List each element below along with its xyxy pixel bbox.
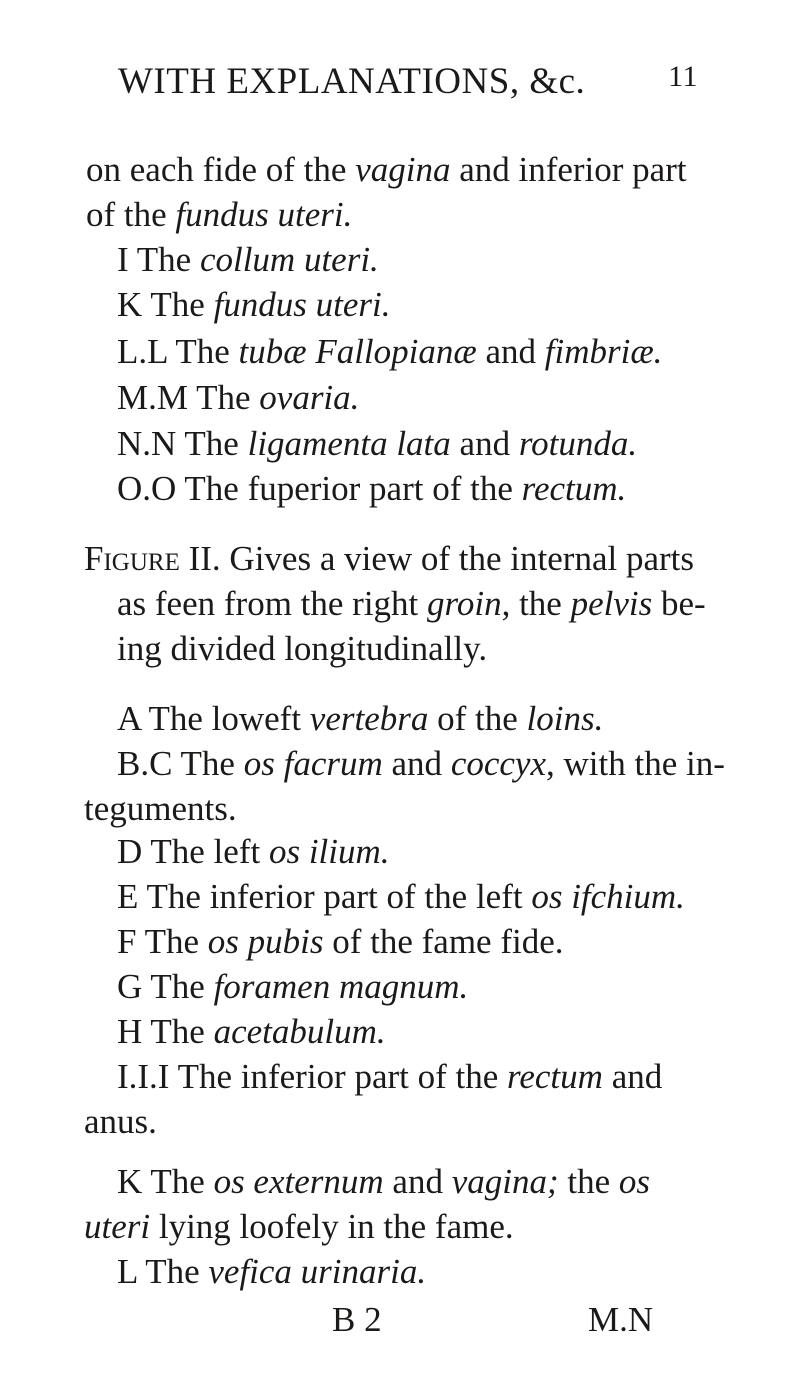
- text-line: [117, 920, 564, 964]
- text-line: [117, 830, 390, 874]
- text-line: [117, 283, 391, 327]
- text-line: [117, 238, 379, 282]
- text-segment: , the: [501, 584, 571, 623]
- text-segment: and: [383, 1162, 452, 1201]
- text-segment: the: [558, 1162, 619, 1201]
- text-segment: G The: [117, 967, 214, 1006]
- text-segment: L The: [117, 1252, 209, 1291]
- text-line: [117, 330, 662, 374]
- italic-term: os ifchium.: [531, 877, 685, 916]
- italic-term: tubæ Fallopianæ: [238, 332, 477, 371]
- page-number: 11: [668, 60, 698, 93]
- text-segment: E The inferior part of the left: [117, 877, 532, 916]
- running-header: [118, 60, 698, 103]
- italic-term: os: [618, 1162, 651, 1201]
- text-line: [117, 965, 468, 1009]
- text-segment: of the fame fide.: [323, 922, 564, 961]
- catchword: M.N: [588, 1300, 654, 1339]
- text-segment: B.C The: [117, 744, 244, 783]
- text-segment: L.L The: [117, 332, 239, 371]
- text-line: [117, 1250, 426, 1294]
- italic-term: vertebra: [309, 699, 429, 738]
- text-line: [117, 467, 626, 511]
- text-segment: of the: [86, 195, 176, 234]
- italic-term: collum uteri.: [199, 240, 379, 279]
- text-segment: N.N The: [117, 424, 248, 463]
- text-segment: D The left: [117, 832, 269, 871]
- text-segment: M.M The: [117, 378, 260, 417]
- italic-term: vagina;: [451, 1162, 559, 1201]
- text-line: [117, 1010, 386, 1054]
- italic-term: groin: [427, 584, 502, 623]
- signature-mark: B 2: [332, 1300, 382, 1339]
- text-segment: K The: [117, 1162, 214, 1201]
- italic-term: pelvis: [570, 584, 653, 623]
- italic-term: vagina: [355, 150, 451, 189]
- italic-term: rectum.: [521, 469, 627, 508]
- text-line: [84, 787, 237, 831]
- text-line: [117, 1160, 650, 1204]
- text-line: [117, 627, 487, 671]
- text-line: [117, 376, 359, 420]
- text-line: [86, 148, 687, 192]
- text-segment: be-: [652, 584, 706, 623]
- text-line: [117, 875, 685, 919]
- italic-term: loins.: [526, 699, 604, 738]
- text-segment: , with the in-: [546, 744, 725, 783]
- text-line: [84, 537, 694, 581]
- text-segment: Figure: [84, 539, 180, 578]
- text-line: [84, 1205, 514, 1249]
- text-line: [117, 1055, 662, 1099]
- italic-term: os facrum: [243, 744, 383, 783]
- text-segment: I.I.I The inferior part of the: [117, 1057, 508, 1096]
- italic-term: fimbriæ.: [544, 332, 663, 371]
- text-segment: O.O The fuperior part of the: [117, 469, 522, 508]
- text-segment: K The: [117, 285, 214, 324]
- italic-term: os pubis: [207, 922, 324, 961]
- text-segment: and inferior part: [450, 150, 687, 189]
- italic-term: fundus uteri.: [175, 195, 353, 234]
- italic-term: coccyx: [450, 744, 546, 783]
- text-line: [117, 422, 637, 466]
- text-segment: and: [450, 424, 519, 463]
- text-line: [117, 582, 706, 626]
- text-segment: anus.: [84, 1102, 157, 1141]
- text-segment: A The loweft: [117, 699, 310, 738]
- text-segment: H The: [117, 1012, 214, 1051]
- text-line: [117, 697, 603, 741]
- text-line: [86, 193, 352, 237]
- italic-term: os ilium.: [268, 832, 390, 871]
- text-segment: on each fide of the: [86, 150, 356, 189]
- italic-term: rectum: [507, 1057, 603, 1096]
- text-segment: F The: [117, 922, 208, 961]
- text-segment: lying loofely in the fame.: [150, 1207, 514, 1246]
- italic-term: foramen magnum.: [213, 967, 469, 1006]
- text-segment: and: [602, 1057, 663, 1096]
- italic-term: acetabulum.: [213, 1012, 386, 1051]
- italic-term: os externum: [213, 1162, 384, 1201]
- italic-term: rotunda.: [518, 424, 638, 463]
- italic-term: uteri: [84, 1207, 151, 1246]
- text-segment: and: [476, 332, 545, 371]
- italic-term: ovaria.: [259, 378, 360, 417]
- text-line: [117, 742, 725, 786]
- italic-term: ligamenta lata: [247, 424, 451, 463]
- text-segment: and: [382, 744, 451, 783]
- text-segment: I The: [117, 240, 200, 279]
- text-segment: as feen from the right: [117, 584, 428, 623]
- italic-term: fundus uteri.: [213, 285, 391, 324]
- italic-term: vefica urinaria.: [208, 1252, 427, 1291]
- text-segment: of the: [428, 699, 527, 738]
- text-segment: teguments.: [84, 789, 237, 828]
- text-segment: II. Gives a view of the internal parts: [179, 539, 694, 578]
- text-segment: ing divided longitudinally.: [117, 629, 488, 668]
- text-line: [84, 1100, 157, 1144]
- running-title: WITH EXPLANATIONS, &c.: [118, 61, 586, 102]
